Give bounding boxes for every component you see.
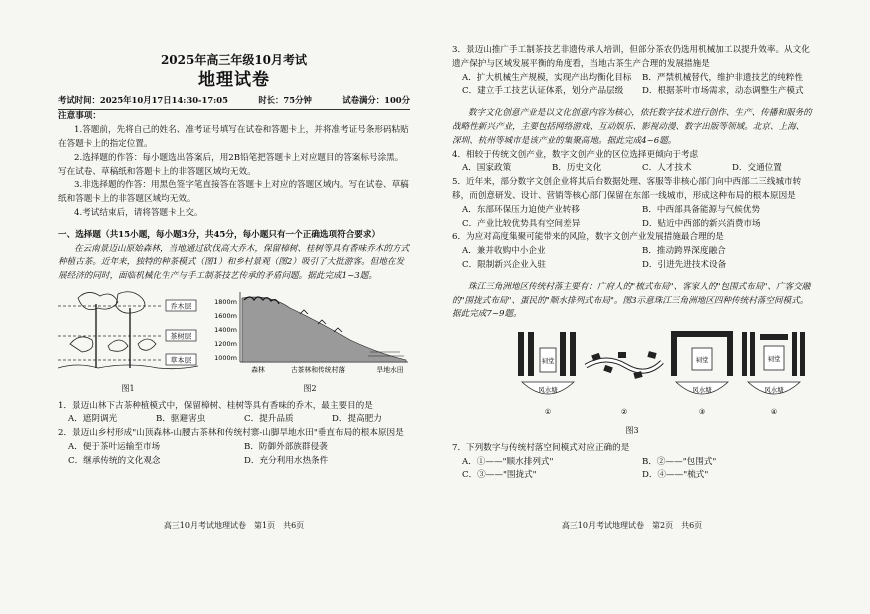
option-d: D．引进先进技术设备 <box>642 259 727 270</box>
option-d: D．④——"梳式" <box>642 470 709 481</box>
section-heading: 一、选择题（共15小题，每小题3分，共45分，每小题只有一个正确选项符合要求） <box>58 229 381 240</box>
note-item: 3.非选择题的作答：用黑色签字笔直接答在答题卡上对应的答题区域内。写在试卷、草稿纸和答题卡上的非答题区域均无效。 <box>58 180 409 205</box>
exam-duration: 时长：75分钟 <box>258 94 312 105</box>
figure-3-caption: 图3 <box>625 425 639 435</box>
layer-label-tea: 茶树层 <box>170 332 192 341</box>
option-a: A．扩大机械生产规模，实现产出均衡化目标 <box>462 72 632 83</box>
option-c: C．限制新兴企业入驻 <box>462 259 546 270</box>
tea-layer-diagram <box>58 288 198 376</box>
question-2 <box>58 427 410 468</box>
page-2 <box>452 44 812 483</box>
figure-3 <box>452 326 812 438</box>
figure-1 <box>58 288 198 396</box>
layer-label-grass: 草本层 <box>170 356 192 365</box>
page-2-footer: 高三10月考试地理试卷 第2页 共6页 <box>561 521 703 530</box>
option-d: D．贴近中西部的新兴消费市场 <box>642 218 761 229</box>
question-stem: 2．景迈山乡村形成"山顶森林-山腰古茶林和传统村寨-山脚旱地水田"垂直布局的根本原因是 <box>58 428 404 439</box>
page-1 <box>58 40 410 469</box>
figures-row <box>58 288 410 396</box>
question-stem: 3．景迈山推广手工制茶技艺非遗传承人培训，但部分茶农仍选用机械加工以提升效率。从文化遗产保护与区域发展平衡的角度看，当地古茶生产合理的发展措施是 <box>452 45 810 69</box>
option-b: B．中西部具备能源与气候优势 <box>642 204 761 215</box>
zone-label-tea-village: 古茶林和传统村落 <box>290 365 346 374</box>
exam-title: 2025年高三年级10月考试 <box>160 53 308 67</box>
village-pattern-4 <box>742 332 805 416</box>
fengshui-pond-label: 风水塘 <box>692 386 712 395</box>
note-item: 1.答题前，先将自己的姓名、准考证号填写在试卷和答题卡上，并将准考证号条形码粘贴在答题卡上的指定位置。 <box>58 125 409 149</box>
option-b: B．防御外部族群侵袭 <box>244 441 328 452</box>
village-pattern-1 <box>518 332 576 416</box>
figure-2 <box>210 288 410 396</box>
option-d: D．根据茶叶市场需求，动态调整生产模式 <box>642 86 804 97</box>
passage-2: 数字文化创意产业是以文化创意内容为核心，依托数字技术进行创作、生产、传播和服务的战略性新兴产业，主要包括网络游戏、互动娱乐、影视动漫、数字出版等领域。北京、上海、深圳、杭州等城市是该产业的集聚高地。据此完成4~6题。 <box>452 108 812 146</box>
question-3 <box>452 44 812 99</box>
question-6 <box>452 231 812 272</box>
zone-label-forest: 森林 <box>251 365 265 374</box>
option-b: B．②——"包围式" <box>642 456 717 467</box>
question-stem: 7．下列数字与传统村落空间模式对应正确的是 <box>452 442 630 453</box>
option-c: C．提升品质 <box>244 414 294 425</box>
note-item: 2.选择题的作答：每小题选出答案后，用2B铅笔把答题卡上对应题目的答案标号涂黑。写在试卷、草稿纸和答题卡上的非答题区域均无效。 <box>58 152 404 177</box>
altitude-tick: 1400m <box>214 325 237 334</box>
question-4 <box>452 149 812 177</box>
question-stem: 4．相较于传统文创产业，数字文创产业的区位选择更倾向于考虑 <box>452 149 699 160</box>
option-a: A．国家政策 <box>462 163 512 174</box>
passage-3: 珠江三角洲地区传统村落主要有：广府人的"梳式布局"、客家人的"包围式布局"、广客交融的"围拢式布局"、蛋民的"顺水排列式布局"。图3示意珠江三角洲地区四种传统村落空间模式。据此完成7~9题。 <box>452 281 811 320</box>
question-stem: 1．景迈山林下古茶种植模式中，保留樟树、桂树等具有香味的乔木，最主要目的是 <box>58 400 373 411</box>
zone-label-fields: 旱地水田 <box>376 365 404 374</box>
altitude-tick: 1800m <box>214 297 237 306</box>
option-c: C．建立手工技艺认证体系，划分产品层级 <box>462 86 624 97</box>
pattern-number: ① <box>544 408 552 417</box>
option-c: C．继承传统的文化观念 <box>68 455 161 466</box>
option-a: A．便于茶叶运输至市场 <box>68 441 161 452</box>
option-b: B．历史文化 <box>552 163 602 174</box>
ancestral-hall-label: 祠堂 <box>541 357 555 366</box>
option-c: C．③——"围拢式" <box>462 470 537 481</box>
option-d: D．交通位置 <box>732 163 782 174</box>
option-d: D．提高肥力 <box>332 414 382 425</box>
altitude-tick: 1200m <box>214 339 237 348</box>
subject-title: 地理试卷 <box>198 69 270 90</box>
altitude-tick: 1600m <box>214 311 237 320</box>
option-d: D．充分利用水热条件 <box>244 455 329 466</box>
question-stem: 5．近年来，部分数字文创企业将其后台数据处理、客服等非核心部门向中西部二三线城市转移，而创意研发、设计、营销等核心部门保留在东部一线城市，形成这种布局的根本原因是 <box>452 177 802 201</box>
note-item: 4.考试结束后，请将答题卡上交。 <box>74 207 203 218</box>
notes-heading: 注意事项： <box>58 111 101 122</box>
passage-1: 在云南景迈山原始森林，当地通过砍伐高大乔木，保留樟树、桂树等具有香味乔木的方式种植古茶。近年来，独特的种茶模式（图1）和乡村景观（图2）吸引了大批游客。但地在发展经济的同时，面临机械化生产与手工制茶技艺传承的矛盾问题。据此完成1~3题。 <box>58 243 410 282</box>
question-1 <box>58 400 410 428</box>
option-a: A．①——"顺水排列式" <box>462 456 554 467</box>
layer-label-tree: 乔木层 <box>170 302 192 311</box>
village-pattern-2 <box>586 351 662 416</box>
village-pattern-3 <box>674 334 730 416</box>
option-b: B．严禁机械替代，维护非遗技艺的纯粹性 <box>642 72 804 83</box>
option-c: C．产业比较优势具有空间差异 <box>462 218 581 229</box>
option-a: A．兼并收购中小企业 <box>462 246 546 257</box>
ancestral-hall-label: 祠堂 <box>767 355 781 364</box>
fengshui-pond-label: 风水塘 <box>538 386 558 395</box>
question-stem: 6．为应对高度集聚可能带来的风险，数字文创产业发展措施最合理的是 <box>452 232 724 243</box>
option-c: C．人才技术 <box>642 163 692 174</box>
altitude-profile <box>210 288 410 376</box>
altitude-tick: 1000m <box>214 353 237 362</box>
question-7 <box>452 442 812 483</box>
exam-info-line <box>58 94 410 111</box>
exam-full-score: 试卷满分：100分 <box>342 94 410 105</box>
pattern-number: ③ <box>698 408 706 417</box>
option-b: B．推动跨界深度融合 <box>642 246 726 257</box>
option-a: A．遮阴调光 <box>68 414 118 425</box>
option-b: B．驱避害虫 <box>156 414 206 425</box>
pattern-number: ② <box>620 408 628 417</box>
village-layout-diagram <box>452 326 812 418</box>
figure-1-caption: 图1 <box>121 383 135 393</box>
exam-time: 考试时间：2025年10月17日14:30-17:05 <box>58 94 228 105</box>
fengshui-pond-label: 风水塘 <box>764 386 784 395</box>
option-a: A．东部环保压力迫使产业转移 <box>462 204 580 215</box>
page-1-footer: 高三10月考试地理试卷 第1页 共6页 <box>163 521 305 530</box>
figure-2-caption: 图2 <box>303 383 317 393</box>
ancestral-hall-label: 祠堂 <box>695 356 709 365</box>
question-5 <box>452 176 812 231</box>
pattern-number: ④ <box>770 408 778 417</box>
